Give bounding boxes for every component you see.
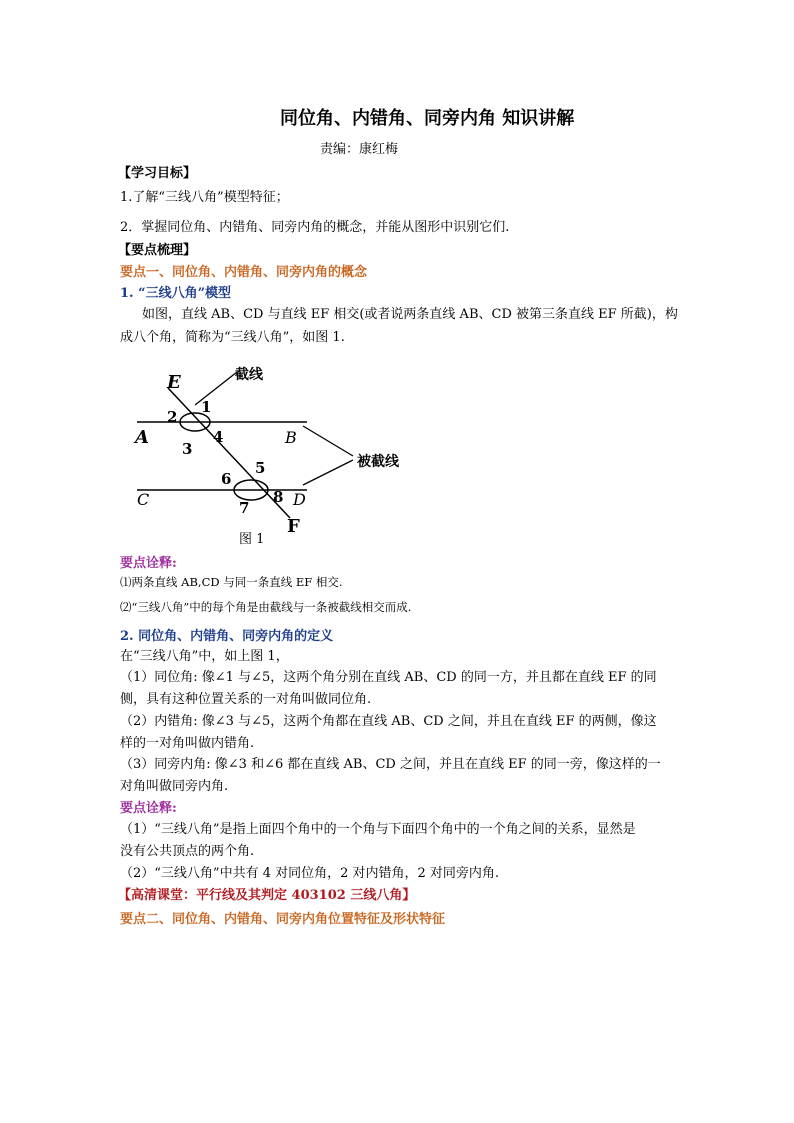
def2-line1: （2）内错角: 像∠3 与∠5，这两个角都在直线 AB、CD 之间，并且在直线 EF 的两侧，像这 [120, 714, 657, 729]
note1-item1: ⑴两条直线 AB,CD 与同一条直线 EF 相交. [120, 575, 343, 589]
goal-2: 2．掌握同位角、内错角、同旁内角的概念，并能从图形中识别它们. [120, 220, 510, 235]
def1-line1: （1）同位角: 像∠1 与∠5，这两个角分别在直线 AB、CD 的同一方，并且都在直线 EF 的同 [120, 670, 657, 685]
angle-5: 5 [255, 459, 266, 477]
cut-label: 截线 [235, 367, 263, 383]
note1-header: 要点诠释: [120, 556, 177, 571]
cut-by-label: 被截线 [357, 454, 399, 470]
points-header: 【要点梳理】 [118, 243, 197, 258]
point1-header: 要点一、同位角、内错角、同旁内角的概念 [120, 265, 368, 280]
page-title: 同位角、内错角、同旁内角 知识讲解 [280, 108, 575, 129]
label-c: C [137, 490, 150, 509]
cut-by-pointer-upper [303, 426, 353, 456]
note1-item2: ⑵“三线八角”中的每个角是由截线与一条被截线相交而成. [120, 600, 412, 614]
goal-1: 1.了解“三线八角”模型特征； [120, 190, 289, 205]
sub1-header: 1. “三线八角”模型 [120, 286, 232, 301]
sub1-para-line2: 成八个角，简称为“三线八角”，如图 1. [120, 330, 345, 345]
figure-caption: 图 1 [239, 532, 265, 547]
label-b: B [285, 428, 297, 447]
sub2-header: 2. 同位角、内错角、同旁内角的定义 [120, 629, 334, 644]
hd-class-line: 【高清课堂：平行线及其判定 403102 三线八角】 [118, 888, 416, 903]
angle-2: 2 [167, 408, 178, 426]
note2-header: 要点诠释: [120, 801, 177, 816]
author-line: 责编：康红梅 [320, 142, 399, 157]
sub2-intro: 在“三线八角”中，如上图 1， [120, 649, 289, 664]
angle-1: 1 [201, 398, 212, 416]
def2-line2: 样的一对角叫做内错角. [120, 736, 255, 751]
label-d: D [293, 490, 306, 509]
label-f: F [287, 516, 300, 537]
angle-6: 6 [221, 470, 232, 488]
label-e: E [167, 372, 181, 393]
note2-item2: （2）“三线八角”中共有 4 对同位角，2 对内错角，2 对同旁内角. [120, 866, 500, 881]
angle-8: 8 [273, 488, 284, 506]
label-a: A [135, 427, 149, 448]
note2-item1-line2: 没有公共顶点的两个角. [120, 844, 255, 859]
angle-3: 3 [182, 440, 193, 458]
def1-line2: 侧，具有这种位置关系的一对角叫做同位角. [120, 692, 372, 707]
goals-header: 【学习目标】 [118, 166, 197, 181]
angle-7: 7 [239, 499, 250, 517]
def3-line2: 对角叫做同旁内角. [120, 779, 229, 794]
angle-4: 4 [213, 428, 224, 446]
cut-by-pointer-lower [303, 460, 353, 485]
note2-item1-line1: （1）“三线八角”是指上面四个角中的一个角与下面四个角中的一个角之间的关系，显然是 [120, 822, 636, 837]
point2-header: 要点二、同位角、内错角、同旁内角位置特征及形状特征 [120, 912, 446, 927]
def3-line1: （3）同旁内角: 像∠3 和∠6 都在直线 AB、CD 之间，并且在直线 EF 的同一旁，像这样的一 [120, 757, 661, 772]
three-lines-eight-angles-figure [125, 360, 425, 550]
sub1-para-line1: 如图，直线 AB、CD 与直线 EF 相交(或者说两条直线 AB、CD 被第三条直线 EF 所截)，构 [142, 307, 678, 322]
